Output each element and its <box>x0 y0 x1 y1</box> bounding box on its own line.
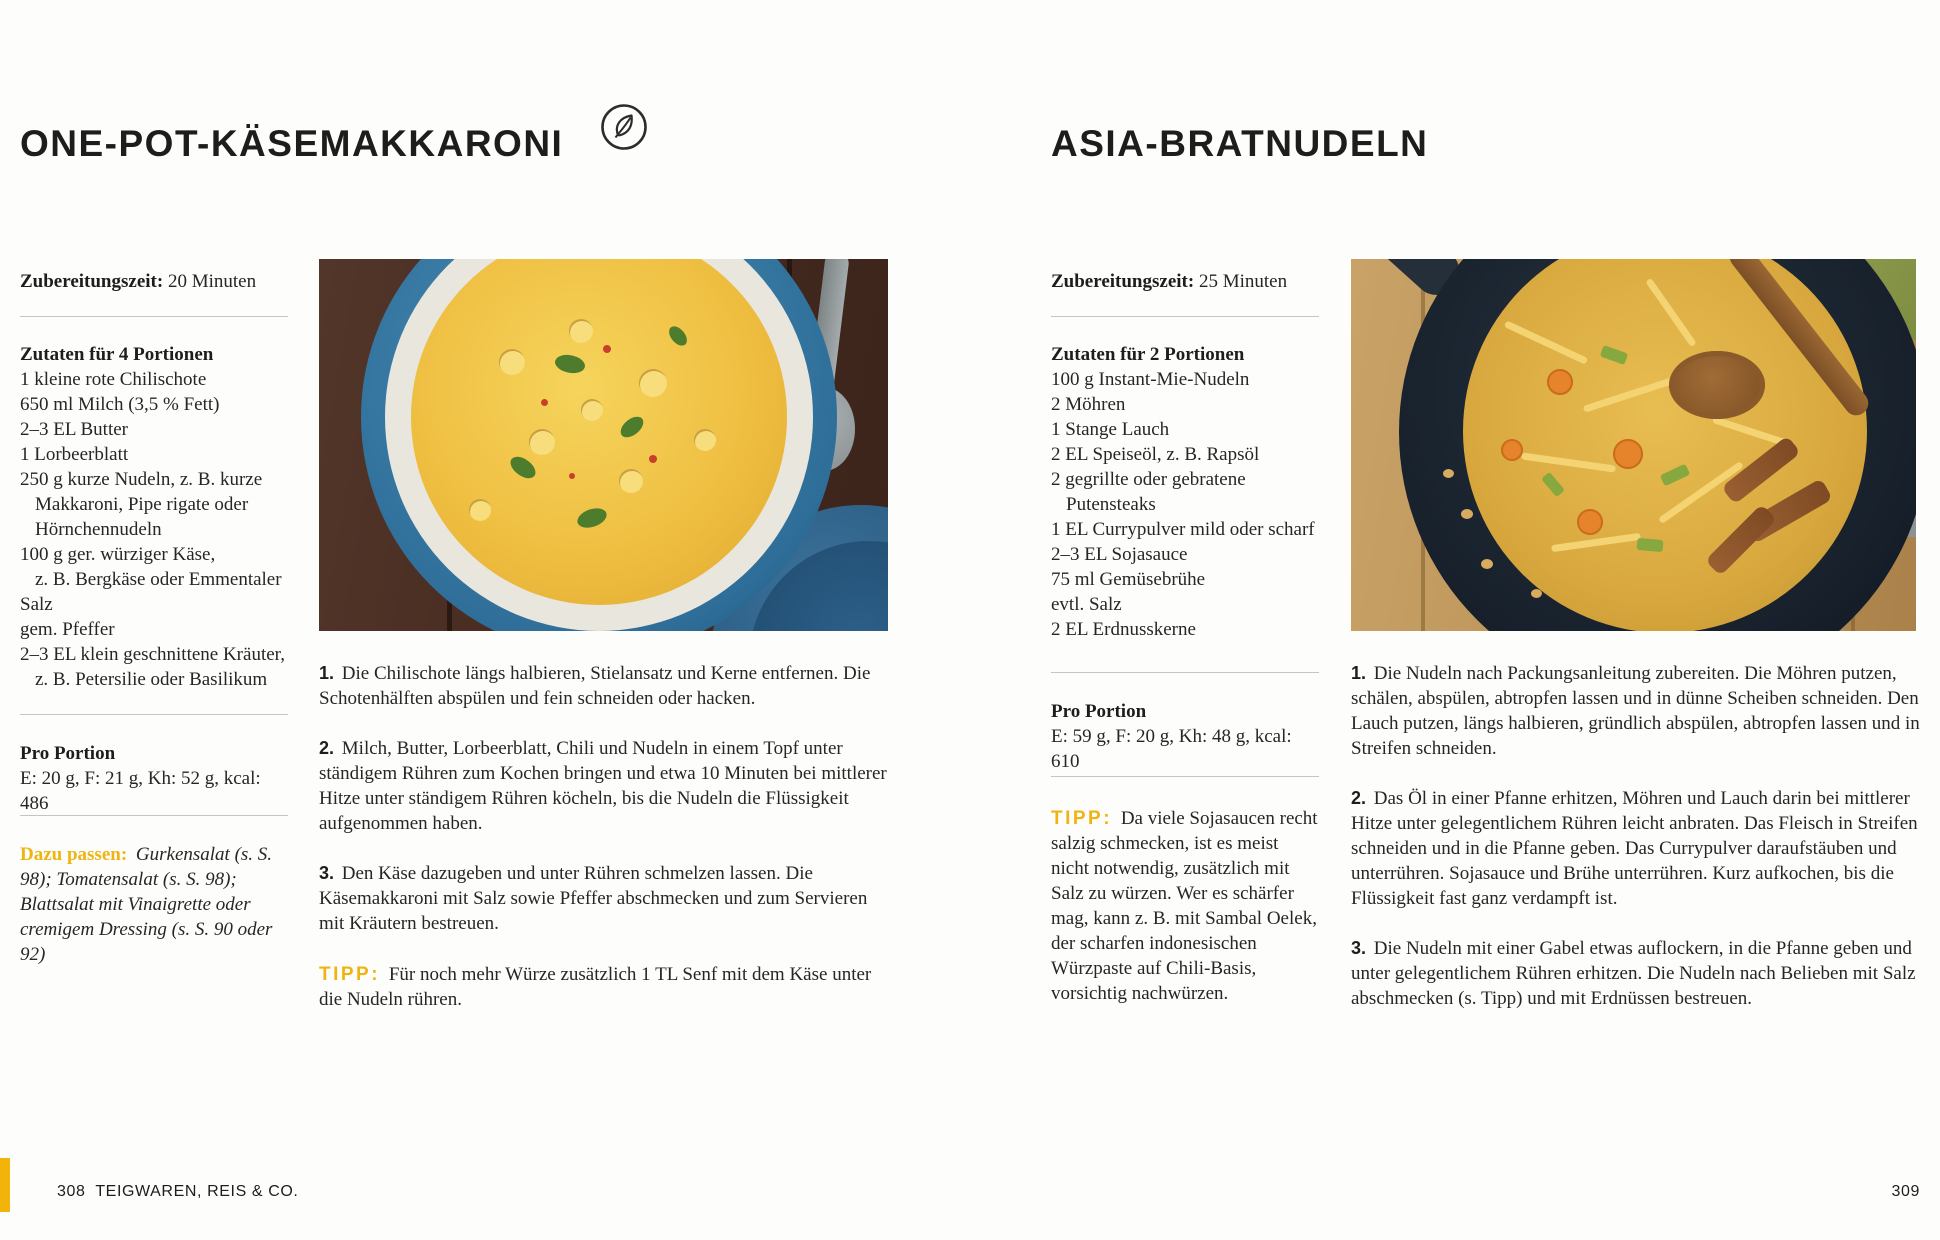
wooden-spoon-bowl <box>1669 351 1765 419</box>
macaroni-piece <box>619 469 643 493</box>
nutrition-heading: Pro Portion <box>1051 701 1147 722</box>
macaroni-piece <box>529 429 555 455</box>
macaroni-piece <box>499 349 525 375</box>
leaf-in-circle-icon <box>599 102 649 152</box>
page-number-left: 308 <box>57 1183 86 1200</box>
recipe-photo-right <box>1351 259 1916 631</box>
step-number: 3. <box>1351 938 1367 958</box>
steps-left <box>319 661 891 1037</box>
step-text: Milch, Butter, Lorbeerblatt, Chili und Nudeln in einem Topf unter ständigem Rühren zum Kochen bringen und etwa 10 Minuten bei mittlerer Hitze unter ständigem Rühren köcheln, bis die Nudeln die Flüssigkeit aufgenommen haben. <box>319 738 887 834</box>
divider <box>20 714 288 715</box>
ingredient-line: z. B. Petersilie oder Basilikum <box>35 669 268 690</box>
ingredient-line: 100 g ger. würziger Käse, <box>20 544 216 565</box>
nutrition-left <box>20 741 290 816</box>
chili-fleck <box>603 345 611 353</box>
ingredient-line: Hörnchennudeln <box>35 519 162 540</box>
tip-label: TIPP: <box>1051 808 1113 829</box>
prep-time-value: 25 Minuten <box>1198 271 1288 292</box>
steps-right <box>1351 661 1923 1036</box>
tip-label: TIPP: <box>319 964 381 985</box>
step-number: 2. <box>1351 788 1367 808</box>
fried-noodles <box>1463 259 1867 631</box>
step-3 <box>319 861 891 936</box>
ingredient-line: Putensteaks <box>1066 494 1156 515</box>
ingredients-right <box>1051 342 1321 642</box>
footer-accent-bar <box>0 1158 10 1212</box>
chili-fleck <box>541 399 548 406</box>
page-title-right: ASIA-BRATNUDELN <box>1051 122 1429 164</box>
macaroni-piece <box>581 399 603 421</box>
divider <box>1051 672 1319 673</box>
ingredient-line: 75 ml Gemüsebrühe <box>1051 569 1206 590</box>
step-text: Den Käse dazugeben und unter Rühren schmelzen lassen. Die Käsemakkaroni mit Salz sowie Pfeffer abschmecken und zum Servieren mit Kräutern bestreuen. <box>319 863 868 934</box>
footer-right <box>1892 1183 1921 1201</box>
divider <box>20 815 288 816</box>
tip-right <box>1051 806 1321 1006</box>
carrot-slice <box>1577 509 1603 535</box>
ingredient-line: 2 gegrillte oder gebratene <box>1051 469 1246 490</box>
macaroni-piece <box>469 499 491 521</box>
ingredient-line: 1 EL Currypulver mild oder scharf <box>1051 519 1315 540</box>
ingredient-line: 2 EL Speiseöl, z. B. Rapsöl <box>1051 444 1260 465</box>
pairing-left <box>20 842 290 967</box>
ingredient-line: 2–3 EL Sojasauce <box>1051 544 1188 565</box>
ingredient-line: gem. Pfeffer <box>20 619 115 640</box>
step-2 <box>1351 786 1923 911</box>
ingredient-line: 2–3 EL klein geschnittene Kräuter, <box>20 644 285 665</box>
nutrition-right <box>1051 699 1321 774</box>
peanut <box>1531 589 1542 598</box>
macaroni-piece <box>694 429 716 451</box>
prep-time-value: 20 Minuten <box>167 271 257 292</box>
chili-fleck <box>649 455 657 463</box>
step-text: Die Nudeln nach Packungsanleitung zubereiten. Die Möhren putzen, schälen, abspülen, abtropfen lassen und in dünne Scheiben schneiden. Den Lauch putzen, längs halbieren, gründlich abspülen, abtropfen lassen und in Streifen schneiden. <box>1351 663 1920 759</box>
step-number: 2. <box>319 738 335 758</box>
ingredients-heading: Zutaten für 4 Portionen <box>20 344 214 365</box>
peanut <box>1481 559 1493 569</box>
prep-time-label: Zubereitungszeit: <box>20 271 164 292</box>
nutrition-values: E: 59 g, F: 20 g, Kh: 48 g, kcal: 610 <box>1051 726 1292 772</box>
ingredient-line: 1 kleine rote Chilischote <box>20 369 207 390</box>
ingredient-line: 1 Stange Lauch <box>1051 419 1170 440</box>
step-text: Die Nudeln mit einer Gabel etwas auflockern, in die Pfanne geben und unter gelegentlichem Rühren erhitzen. Die Nudeln nach Belieben mit Salz abschmecken (s. Tipp) und mit Erdnüssen bestreuen. <box>1351 938 1916 1009</box>
ingredients-left <box>20 342 290 692</box>
macaroni-piece <box>639 369 667 397</box>
ingredient-line: 2 Möhren <box>1051 394 1126 415</box>
pairing-label: Dazu passen: <box>20 844 128 865</box>
leek-piece <box>1637 538 1664 552</box>
peanut <box>1461 509 1473 519</box>
tip-left <box>319 962 891 1012</box>
prep-time-left <box>20 269 290 294</box>
divider <box>1051 316 1319 317</box>
footer-left <box>57 1183 298 1201</box>
ingredient-line: 650 ml Milch (3,5 % Fett) <box>20 394 220 415</box>
step-text: Die Chilischote längs halbieren, Stielansatz und Kerne entfernen. Die Schotenhälften abspülen und fein schneiden oder hacken. <box>319 663 871 709</box>
ingredient-line: z. B. Bergkäse oder Emmentaler <box>35 569 282 590</box>
step-1 <box>1351 661 1923 761</box>
divider <box>1051 776 1319 777</box>
pairing-text: Gurkensalat (s. S. 98); Tomatensalat (s. S. 98); Blattsalat mit Vinaigrette oder cremigem Dressing (s. S. 90 oder 92) <box>20 844 273 965</box>
ingredient-line: 100 g Instant-Mie-Nudeln <box>1051 369 1250 390</box>
chili-fleck <box>569 473 575 479</box>
peanut <box>1443 469 1454 478</box>
divider <box>20 316 288 317</box>
ingredients-heading: Zutaten für 2 Portionen <box>1051 344 1245 365</box>
ingredient-line: Salz <box>20 594 53 615</box>
carrot-slice <box>1547 369 1573 395</box>
step-1 <box>319 661 891 711</box>
tip-text: Für noch mehr Würze zusätzlich 1 TL Senf mit dem Käse unter die Nudeln rühren. <box>319 964 872 1010</box>
ingredient-line: 2–3 EL Butter <box>20 419 128 440</box>
nutrition-values: E: 20 g, F: 21 g, Kh: 52 g, kcal: 486 <box>20 768 261 814</box>
step-2 <box>319 736 891 836</box>
step-3 <box>1351 936 1923 1011</box>
tip-text: Da viele Sojasaucen recht salzig schmecken, ist es meist nicht notwendig, zusätzlich mit Salz zu würzen. Wer es schärfer mag, kann z. B. mit Sambal Oelek, der scharfen indonesischen Würzpaste auf Chili-Basis, vorsichtig nachwürzen. <box>1051 808 1318 1004</box>
ingredient-line: Makkaroni, Pipe rigate oder <box>35 494 249 515</box>
carrot-slice <box>1613 439 1643 469</box>
page-number-right: 309 <box>1891 1183 1920 1200</box>
page-title-left: ONE-POT-KÄSEMAKKARONI <box>20 122 564 164</box>
section-title: TEIGWAREN, REIS & CO. <box>95 1183 299 1200</box>
ingredient-line: 2 EL Erdnusskerne <box>1051 619 1196 640</box>
prep-time-right <box>1051 269 1321 294</box>
prep-time-label: Zubereitungszeit: <box>1051 271 1195 292</box>
step-text: Das Öl in einer Pfanne erhitzen, Möhren und Lauch darin bei mittlerer Hitze unter gelegentlichem Rühren leicht anbraten. Das Fleisch in Streifen schneiden und in die Pfanne geben. Das Currypulver daraufstäuben und unterrühren. Sojasauce und Brühe unterrühren. Kurz aufkochen, bis die Flüssigkeit fast ganz verdampft ist. <box>1351 788 1918 909</box>
step-number: 3. <box>319 863 335 883</box>
ingredient-line: 250 g kurze Nudeln, z. B. kurze <box>20 469 263 490</box>
macaroni-piece <box>569 319 593 343</box>
ingredient-line: evtl. Salz <box>1051 594 1122 615</box>
nutrition-heading: Pro Portion <box>20 743 116 764</box>
ingredient-line: 1 Lorbeerblatt <box>20 444 129 465</box>
step-number: 1. <box>319 663 335 683</box>
step-number: 1. <box>1351 663 1367 683</box>
recipe-photo-left <box>319 259 888 631</box>
carrot-slice <box>1501 439 1523 461</box>
